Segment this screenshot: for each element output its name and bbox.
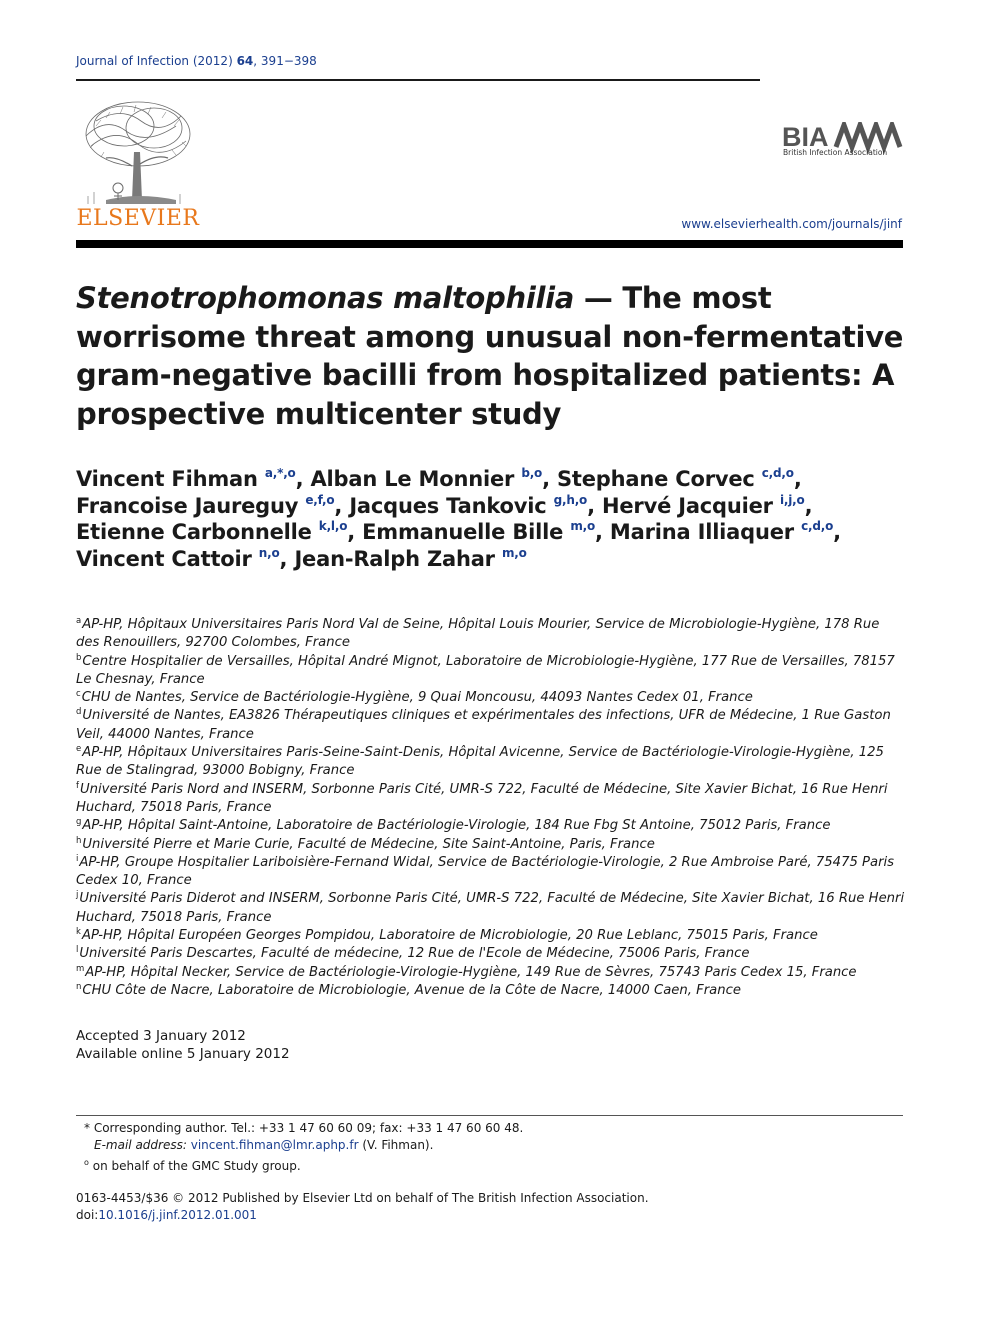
- accepted-date: Accepted 3 January 2012: [76, 1028, 246, 1044]
- doi-link[interactable]: 10.1016/j.jinf.2012.01.001: [98, 1208, 257, 1222]
- doi-label: doi:: [76, 1208, 99, 1222]
- affiliation-label: h: [76, 835, 82, 846]
- affiliation-text: AP-HP, Hôpital Necker, Service de Bactériologie-Virologie-Hygiène, 149 Rue de Sèvres, 75743 Paris Cedex 15, France: [85, 964, 857, 980]
- author: [349, 494, 602, 518]
- affiliation-text: Université de Nantes, EA3826 Thérapeutiques cliniques et expérimentales des infections, UFR de Médecine, 1 Rue Gaston Veil, 44000 Nantes, France: [76, 708, 891, 742]
- affiliation-text: Université Paris Descartes, Faculté de médecine, 12 Rue de l'Ecole de Médecine, 75006 Paris, France: [79, 946, 750, 962]
- affiliation-item: [76, 781, 906, 818]
- author-affiliation-marks[interactable]: m,o: [570, 519, 596, 533]
- affiliation-item: [76, 890, 906, 927]
- affiliation-label: f: [76, 780, 79, 791]
- author: [76, 547, 294, 571]
- bia-logo-letters: BIA: [782, 122, 829, 152]
- copyright-block: [76, 1190, 906, 1224]
- author-name: Vincent Cattoir: [76, 546, 252, 571]
- email-label: E-mail address:: [94, 1138, 187, 1152]
- author: [76, 467, 311, 491]
- article-title: [76, 279, 906, 433]
- journal-citation[interactable]: Journal of Infection (2012) 64, 391−398: [76, 54, 317, 68]
- affiliation-item: [76, 744, 906, 781]
- email-link[interactable]: vincent.fihman@lmr.aphp.fr: [190, 1138, 359, 1152]
- author: [76, 520, 362, 544]
- author-name: Stephane Corvec: [557, 467, 755, 491]
- author: [311, 467, 558, 491]
- study-group-mark: o: [84, 1158, 89, 1167]
- affiliation-text: AP-HP, Hôpital Saint-Antoine, Laboratoire de Bactériologie-Virologie, 184 Rue Fbg St Antoine, 75012 Paris, France: [82, 818, 831, 834]
- study-group-text: on behalf of the GMC Study group.: [92, 1159, 301, 1173]
- author-affiliation-marks[interactable]: n,o: [258, 545, 280, 560]
- affiliation-text: CHU Côte de Nacre, Laboratoire de Microbiologie, Avenue de la Côte de Nacre, 14000 Caen, France: [82, 982, 741, 998]
- affiliation-text: AP-HP, Groupe Hospitalier Lariboisière-Fernand Widal, Service de Bactériologie-Virologie, 2 Rue Ambroise Paré, 75475 Paris Cedex 10, France: [76, 854, 895, 889]
- author: [610, 520, 841, 544]
- footnotes: [84, 1120, 904, 1175]
- article-dates: [76, 1027, 290, 1063]
- affiliation-list: [76, 616, 906, 1000]
- email-note: [84, 1137, 904, 1154]
- author-separator: ,: [587, 493, 602, 518]
- affiliation-item: [76, 982, 906, 1000]
- affiliation-text: CHU de Nantes, Service de Bactériologie-Hygiène, 9 Quai Moncousu, 44093 Nantes Cedex 01, France: [81, 690, 753, 706]
- author-name: Alban Le Monnier: [310, 467, 515, 491]
- author-affiliation-marks[interactable]: g,h,o: [553, 492, 588, 507]
- affiliation-label: n: [76, 981, 82, 992]
- affiliation-text: Université Pierre et Marie Curie, Faculté de Médecine, Site Saint-Antoine, Paris, France: [82, 836, 655, 852]
- affiliation-item: [76, 836, 906, 854]
- journal-url-link[interactable]: www.elsevierhealth.com/journals/jinf: [681, 217, 902, 231]
- affiliation-label: i: [76, 853, 79, 864]
- author: [76, 494, 349, 518]
- affiliation-item: [76, 653, 906, 690]
- publisher-logo-text: ELSEVIER: [76, 206, 200, 231]
- affiliation-text: AP-HP, Hôpitaux Universitaires Paris Nord Val de Seine, Hôpital Louis Mourier, Service de Microbiologie-Hygiène, 178 Rue des Renouillers, 92700 Colombes, France: [76, 617, 880, 651]
- title-rest: — The most worrisome threat among unusual non-fermentative gram-negative bacilli from hospitalized patients: A prospective multicenter study: [76, 281, 904, 431]
- author-separator: ,: [793, 467, 802, 491]
- author-affiliation-marks[interactable]: m,o: [501, 545, 527, 560]
- author-name: Etienne Carbonnelle: [76, 520, 312, 544]
- author-name: Emmanuelle Bille: [362, 520, 564, 544]
- affiliation-text: Université Paris Nord and INSERM, Sorbonne Paris Cité, UMR-S 722, Faculté de Médecine, Site Xavier Bichat, 16 Rue Henri Huchard, 75018 Paris, France: [76, 781, 888, 815]
- corresponding-author-text: Corresponding author. Tel.: +33 1 47 60 60 09; fax: +33 1 47 60 60 48.: [93, 1121, 524, 1135]
- author-affiliation-marks[interactable]: b,o: [521, 466, 543, 480]
- author-name: Francoise Jaureguy: [76, 493, 299, 518]
- doi-line: [76, 1207, 906, 1224]
- journal-name: Journal of Infection (2012): [76, 54, 233, 68]
- author-affiliation-marks[interactable]: c,d,o: [801, 519, 834, 533]
- affiliation-item: [76, 707, 906, 744]
- header-divider: [76, 79, 760, 81]
- affiliation-label: g: [76, 817, 82, 828]
- study-group-note: [84, 1154, 904, 1175]
- author-affiliation-marks[interactable]: c,d,o: [761, 466, 794, 480]
- society-name: British Infection Association: [783, 148, 888, 157]
- affiliation-item: [76, 927, 906, 945]
- author-list: [76, 466, 906, 572]
- author: [294, 547, 526, 571]
- author-affiliation-marks[interactable]: k,l,o: [318, 519, 348, 533]
- affiliation-item: [76, 854, 906, 891]
- author-separator: ,: [833, 520, 841, 544]
- email-owner: (V. Fihman).: [362, 1138, 434, 1152]
- affiliation-item: [76, 817, 906, 835]
- affiliation-item: [76, 616, 906, 653]
- affiliation-label: b: [76, 652, 82, 663]
- affiliation-label: c: [76, 689, 81, 700]
- author-name: Jacques Tankovic: [349, 493, 547, 518]
- author-separator: ,: [542, 467, 557, 491]
- affiliation-label: k: [76, 927, 81, 938]
- author-name: Marina Illiaquer: [609, 520, 794, 544]
- author-name: Jean-Ralph Zahar: [294, 546, 495, 571]
- footnote-divider: [76, 1115, 903, 1116]
- affiliation-label: j: [76, 890, 79, 901]
- author: [362, 520, 610, 544]
- author-affiliation-marks[interactable]: e,f,o: [305, 492, 335, 507]
- affiliation-label: a: [76, 616, 82, 626]
- author-affiliation-marks[interactable]: a,*,o: [264, 466, 296, 480]
- corresponding-author-note: [84, 1120, 904, 1137]
- affiliation-text: Université Paris Diderot and INSERM, Sorbonne Paris Cité, UMR-S 722, Faculté de Médecine, Site Xavier Bichat, 16 Rue Henri Huchard, 75018 Paris, France: [76, 891, 905, 925]
- affiliation-text: AP-HP, Hôpitaux Universitaires Paris-Seine-Saint-Denis, Hôpital Avicenne, Service de Bactériologie-Virologie-Hygiène, 125 Rue de Stalingrad, 93000 Bobigny, France: [76, 745, 884, 779]
- author: [602, 494, 812, 518]
- journal-volume: 64: [236, 54, 254, 68]
- author-separator: ,: [295, 467, 311, 491]
- author-name: Vincent Fihman: [76, 467, 258, 491]
- author: [557, 467, 802, 491]
- author-separator: ,: [804, 493, 813, 518]
- title-organism: Stenotrophomonas maltophilia: [76, 281, 575, 315]
- author-affiliation-marks[interactable]: i,j,o: [779, 492, 805, 507]
- affiliation-label: m: [76, 963, 85, 974]
- affiliation-label: e: [76, 744, 82, 755]
- online-date: Available online 5 January 2012: [76, 1046, 290, 1062]
- affiliation-text: Centre Hospitalier de Versailles, Hôpital André Mignot, Laboratoire de Microbiologie-Hygiène, 177 Rue de Versailles, 78157 Le Chesnay, France: [76, 653, 895, 687]
- affiliation-label: d: [76, 707, 82, 718]
- affiliation-text: AP-HP, Hôpital Européen Georges Pompidou, Laboratoire de Microbiologie, 20 Rue Leblanc, 75015 Paris, France: [81, 928, 818, 944]
- affiliation-item: [76, 689, 906, 707]
- affiliation-item: [76, 964, 906, 982]
- journal-pages: 391−398: [260, 54, 317, 68]
- author-name: Hervé Jacquier: [602, 493, 773, 518]
- author-separator: ,: [279, 546, 295, 571]
- title-divider: [76, 240, 903, 248]
- asterisk-mark: *: [84, 1121, 90, 1135]
- author-separator: ,: [334, 493, 350, 518]
- author-separator: ,: [347, 520, 363, 544]
- copyright-line: 0163-4453/$36 © 2012 Published by Elsevier Ltd on behalf of The British Infection Association.: [76, 1191, 649, 1205]
- affiliation-item: [76, 945, 906, 963]
- author-separator: ,: [595, 520, 610, 544]
- affiliation-label: l: [76, 945, 79, 956]
